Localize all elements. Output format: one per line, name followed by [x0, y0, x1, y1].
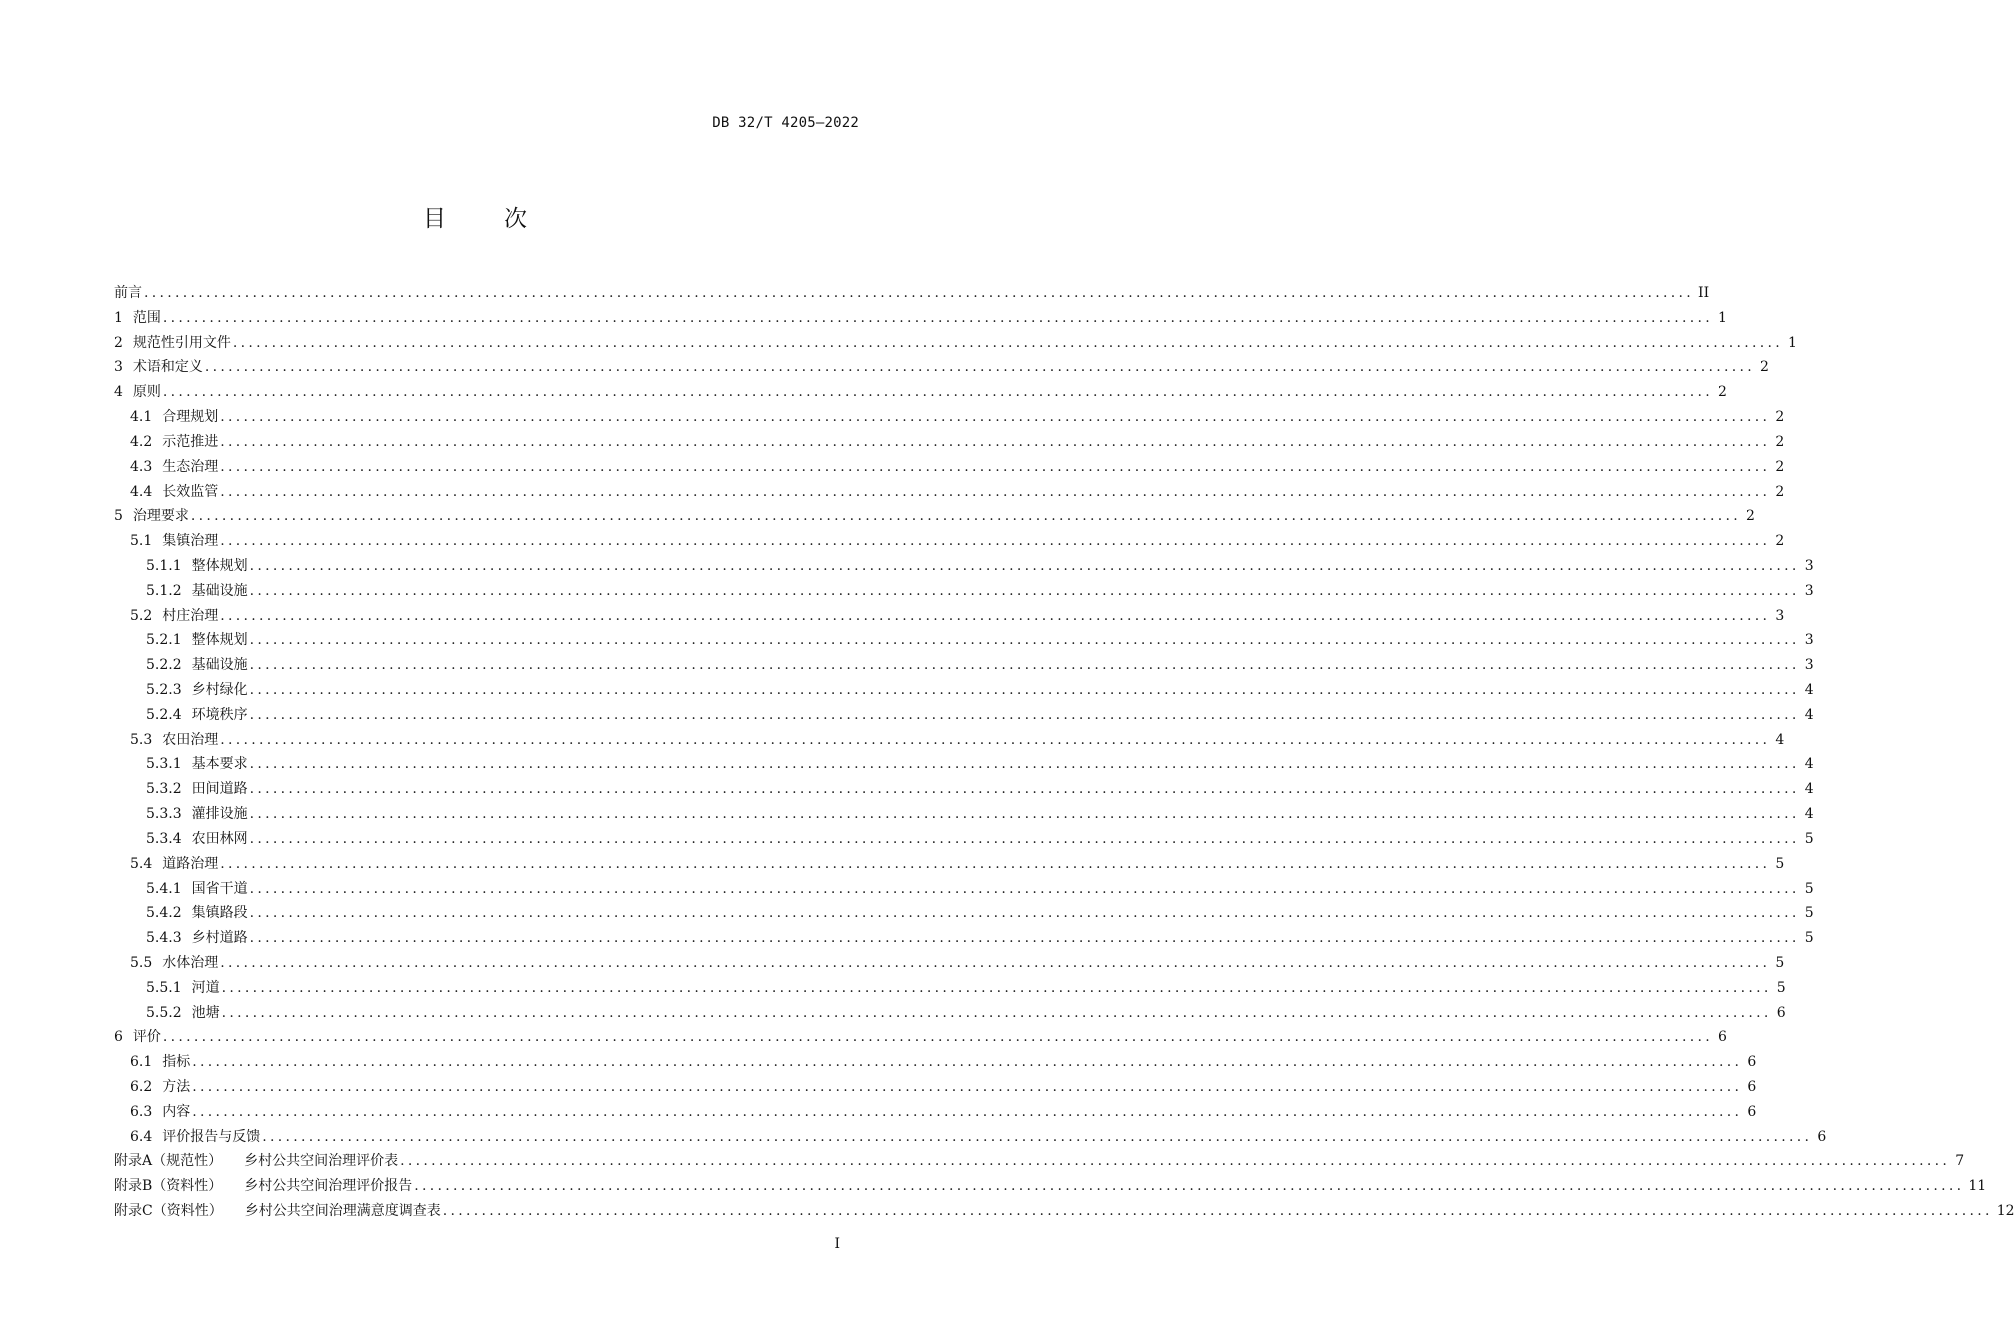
toc-entry-label: 原则 [132, 384, 161, 401]
toc-entry-page: 5 [1804, 830, 1814, 847]
toc-entry[interactable] [114, 306, 1727, 331]
toc-entry-label: 河道 [191, 979, 220, 996]
page-title [0, 200, 950, 233]
toc-entry-page: 2 [1775, 483, 1785, 500]
toc-entry-title [130, 1100, 192, 1125]
toc-entry-number: 5 [114, 508, 123, 525]
toc-entry-label: 村庄治理 [162, 607, 219, 624]
toc-entry[interactable] [114, 579, 1814, 604]
toc-entry-title [146, 703, 250, 728]
toc-leader-dots: ........................................................................................................................................................................................................ [220, 855, 1771, 872]
toc-entry-page: 3 [1804, 557, 1814, 574]
toc-entry[interactable] [114, 827, 1814, 852]
toc-entry-title [130, 1050, 192, 1075]
toc-leader-dots: ........................................................................................................................................................................................................ [232, 334, 1783, 351]
toc-leader-dots: ........................................................................................................................................................................................................ [249, 880, 1800, 897]
toc-entry-page: 6 [1747, 1103, 1757, 1120]
toc-entry-page: II [1698, 285, 1710, 301]
toc-entry[interactable] [114, 554, 1814, 579]
toc-entry-page: 2 [1760, 359, 1769, 376]
toc-leader-dots: ........................................................................................................................................................................................................ [204, 359, 1755, 376]
toc-entry-label: 国省干道 [191, 880, 248, 897]
toc-entry-label: 田间道路 [191, 781, 248, 798]
toc-entry[interactable] [114, 728, 1785, 753]
toc-leader-dots: ........................................................................................................................................................................................................ [262, 1128, 1813, 1145]
toc-entry-label: 环境秩序 [191, 706, 248, 723]
toc-entry-page: 2 [1775, 433, 1785, 450]
toc-entry-number: 5.4.2 [146, 905, 182, 922]
toc-leader-dots: ........................................................................................................................................................................................................ [190, 508, 1741, 525]
toc-entry-title [146, 1001, 222, 1026]
toc-entry-number: 3 [114, 359, 123, 376]
toc-entry-page: 4 [1804, 706, 1814, 723]
toc-entry-title [130, 852, 220, 877]
toc-entry[interactable] [114, 1100, 1757, 1125]
toc-leader-dots: ........................................................................................................................................................................................................ [249, 781, 1800, 798]
toc-entry-number: 5.4.1 [146, 880, 182, 897]
toc-entry-number: 6.3 [130, 1103, 153, 1120]
toc-entry-label: 指标 [162, 1054, 191, 1071]
toc-leader-dots: ........................................................................................................................................................................................................ [220, 483, 1771, 500]
toc-entry-label: 内容 [162, 1103, 191, 1120]
toc-leader-dots: ........................................................................................................................................................................................................ [221, 1004, 1772, 1021]
toc-entry-page: 3 [1804, 582, 1814, 599]
toc-entry-title [146, 827, 250, 852]
toc-leader-dots: ........................................................................................................................................................................................................ [249, 557, 1800, 574]
toc-entry-page: 4 [1804, 781, 1814, 798]
toc-entry-number: 5.4 [130, 855, 153, 872]
toc-entry-label: 乡村公共空间治理满意度调查表 [244, 1203, 441, 1220]
toc-entry-page: 5 [1775, 855, 1785, 872]
toc-entry-title [130, 728, 220, 753]
toc-entry[interactable] [114, 455, 1785, 480]
toc-entry-number: 5.1.1 [146, 557, 182, 574]
toc-entry-title [114, 355, 205, 380]
toc-entry-title [130, 1075, 192, 1100]
toc-entry[interactable] [114, 1125, 1827, 1150]
toc-leader-dots: ........................................................................................................................................................................................................ [400, 1153, 1951, 1170]
toc-leader-dots: ........................................................................................................................................................................................................ [249, 657, 1800, 674]
toc-entry-title [146, 653, 250, 678]
toc-entry-page: 4 [1804, 756, 1814, 773]
toc-entry[interactable] [114, 604, 1785, 629]
toc-leader-dots: ........................................................................................................................................................................................................ [162, 309, 1713, 326]
toc-entry[interactable] [114, 926, 1814, 951]
toc-entry-number: 5.4.3 [146, 930, 182, 947]
toc-entry-number: 4.2 [130, 433, 153, 450]
toc-entry-number: 5.1.2 [146, 582, 182, 599]
toc-entry[interactable] [114, 1050, 1757, 1075]
toc-entry-number: 6.1 [130, 1054, 153, 1071]
toc-leader-dots: ........................................................................................................................................................................................................ [192, 1103, 1743, 1120]
table-of-contents [114, 281, 2015, 1224]
toc-entry-page: 4 [1804, 806, 1814, 823]
toc-entry-label: 乡村绿化 [191, 682, 248, 698]
toc-entry-page: 5 [1804, 930, 1814, 947]
toc-entry-number: 5.3.2 [146, 781, 182, 798]
toc-entry-number: 5.2.1 [146, 632, 182, 649]
toc-entry-page: 5 [1775, 954, 1785, 971]
toc-entry-number: 4 [114, 384, 123, 401]
toc-entry-title [146, 901, 250, 926]
toc-entry-label: 集镇路段 [191, 905, 248, 922]
toc-entry-number: 5.2 [130, 607, 153, 624]
toc-entry-label: 示范推进 [162, 433, 219, 450]
toc-entry-label: 前言 [114, 285, 142, 301]
toc-leader-dots: ........................................................................................................................................................................................................ [249, 756, 1800, 773]
toc-entry-page: 3 [1775, 607, 1785, 624]
toc-entry-number: 5.5.2 [146, 1004, 182, 1021]
toc-entry-title [146, 579, 250, 604]
toc-entry[interactable] [114, 1001, 1786, 1026]
toc-entry-label: 灌排设施 [191, 806, 248, 823]
toc-entry-title [114, 1025, 163, 1050]
toc-entry[interactable] [114, 380, 1727, 405]
toc-entry-number: 5.3.4 [146, 830, 182, 847]
toc-leader-dots: ........................................................................................................................................................................................................ [220, 731, 1771, 748]
toc-entry-page: 6 [1817, 1128, 1827, 1145]
toc-leader-dots: ........................................................................................................................................................................................................ [249, 706, 1800, 723]
toc-entry-label: 合理规划 [162, 409, 219, 426]
toc-entry-number: 2 [114, 334, 123, 351]
toc-entry-label: 农田治理 [162, 731, 219, 748]
toc-entry[interactable] [114, 628, 1814, 653]
toc-entry-label: 基础设施 [191, 582, 248, 599]
toc-entry-number: 6.2 [130, 1079, 153, 1095]
toc-entry[interactable] [114, 504, 1755, 529]
toc-entry-page: 2 [1775, 409, 1785, 426]
toc-leader-dots: ........................................................................................................................................................................................................ [249, 582, 1800, 599]
toc-leader-dots: ........................................................................................................................................................................................................ [220, 954, 1771, 971]
toc-entry[interactable] [114, 901, 1814, 926]
toc-entry-number: 附录C（资料性） [114, 1203, 223, 1220]
toc-entry-title [130, 455, 220, 480]
toc-leader-dots: ........................................................................................................................................................................................................ [144, 285, 1695, 301]
toc-entry[interactable] [114, 405, 1785, 430]
toc-entry-page: 7 [1955, 1153, 1965, 1170]
toc-entry-page: 6 [1747, 1054, 1757, 1071]
toc-entry-page: 2 [1775, 533, 1785, 550]
toc-entry-title [146, 877, 250, 902]
toc-entry-label: 治理要求 [132, 508, 189, 525]
toc-entry-title [114, 1149, 400, 1174]
toc-entry-label: 整体规划 [191, 632, 248, 649]
toc-entry-label: 道路治理 [162, 855, 219, 872]
toc-leader-dots: ........................................................................................................................................................................................................ [220, 458, 1771, 475]
toc-entry-page: 5 [1804, 880, 1814, 897]
toc-entry-number: 5.3.1 [146, 756, 182, 773]
toc-entry[interactable] [114, 703, 1814, 728]
toc-entry-title [130, 430, 220, 455]
title-char-2: 次 [504, 206, 527, 232]
toc-entry-number: 5.2.3 [146, 682, 182, 698]
toc-entry-number: 6.4 [130, 1128, 153, 1145]
toc-entry-title [146, 976, 222, 1001]
toc-entry[interactable] [114, 430, 1785, 455]
toc-entry-title [114, 281, 144, 306]
toc-entry[interactable] [114, 653, 1814, 678]
toc-entry-title [114, 504, 191, 529]
toc-entry-title [130, 529, 220, 554]
toc-entry-number: 6 [114, 1029, 123, 1046]
toc-entry-page: 12 [1996, 1203, 2015, 1220]
toc-entry-label: 乡村公共空间治理评价报告 [244, 1178, 413, 1195]
toc-leader-dots: ........................................................................................................................................................................................................ [220, 607, 1771, 624]
toc-entry[interactable] [114, 281, 1710, 306]
toc-entry-number: 4.3 [130, 458, 153, 475]
toc-entry-page: 6 [1718, 1029, 1727, 1046]
toc-entry-title [146, 802, 250, 827]
toc-entry[interactable] [114, 1149, 1965, 1174]
toc-entry-page: 3 [1804, 657, 1814, 674]
toc-entry-page: 1 [1788, 334, 1797, 351]
toc-entry-page: 5 [1804, 905, 1814, 922]
toc-leader-dots: ........................................................................................................................................................................................................ [162, 384, 1713, 401]
toc-entry-page: 5 [1776, 979, 1786, 996]
toc-leader-dots: ........................................................................................................................................................................................................ [442, 1203, 1993, 1220]
toc-entry-number: 5.5 [130, 954, 153, 971]
toc-entry-number: 5.1 [130, 533, 153, 550]
toc-leader-dots: ........................................................................................................................................................................................................ [414, 1178, 1965, 1195]
toc-entry-label: 整体规划 [191, 557, 248, 574]
toc-entry[interactable] [114, 852, 1785, 877]
toc-entry-page: 11 [1968, 1178, 1987, 1195]
toc-leader-dots: ........................................................................................................................................................................................................ [220, 433, 1771, 450]
toc-entry-label: 乡村道路 [191, 930, 248, 947]
toc-entry-label: 范围 [132, 309, 161, 326]
toc-entry-label: 长效监管 [162, 483, 219, 500]
toc-leader-dots: ........................................................................................................................................................................................................ [220, 533, 1771, 550]
toc-entry-number: 5.5.1 [146, 979, 182, 996]
toc-entry-page: 2 [1775, 458, 1785, 475]
toc-entry[interactable] [114, 976, 1786, 1001]
toc-entry[interactable] [114, 355, 1769, 380]
toc-entry-page: 6 [1776, 1004, 1786, 1021]
toc-entry-title [146, 678, 250, 703]
footer-page-number: I [834, 1236, 840, 1252]
toc-entry-page: 2 [1746, 508, 1755, 525]
document-code: DB 32/T 4205—2022 [712, 115, 859, 131]
toc-entry[interactable] [114, 480, 1785, 505]
toc-entry[interactable] [114, 331, 1797, 356]
toc-entry-label: 评价报告与反馈 [162, 1128, 261, 1145]
toc-entry[interactable] [114, 1174, 1987, 1199]
toc-entry-title [114, 331, 233, 356]
toc-leader-dots: ........................................................................................................................................................................................................ [220, 409, 1771, 426]
toc-entry-title [130, 480, 220, 505]
toc-entry[interactable] [114, 678, 1814, 703]
toc-entry[interactable] [114, 529, 1785, 554]
toc-entry-title [146, 926, 250, 951]
toc-entry-title [146, 777, 250, 802]
toc-entry-page: 2 [1718, 384, 1727, 401]
toc-entry-number: 1 [114, 309, 123, 326]
toc-entry-page: 4 [1804, 682, 1814, 698]
toc-entry-title [146, 752, 250, 777]
toc-entry-number: 附录A（规范性） [114, 1153, 223, 1170]
toc-entry-label: 乡村公共空间治理评价表 [244, 1153, 399, 1170]
toc-entry-label: 池塘 [191, 1004, 220, 1021]
toc-entry-label: 农田林网 [191, 830, 248, 847]
toc-entry[interactable] [114, 1199, 2015, 1224]
toc-entry[interactable] [114, 752, 1814, 777]
toc-leader-dots: ........................................................................................................................................................................................................ [192, 1054, 1743, 1071]
toc-entry-page: 1 [1718, 309, 1727, 326]
toc-entry-page: 4 [1775, 731, 1785, 748]
toc-entry-page: 6 [1747, 1079, 1757, 1095]
toc-entry-title [114, 1174, 414, 1199]
toc-entry-title [130, 604, 220, 629]
toc-entry[interactable] [114, 777, 1814, 802]
toc-leader-dots: ........................................................................................................................................................................................................ [249, 632, 1800, 649]
toc-entry[interactable] [114, 1025, 1727, 1050]
toc-entry-title [146, 554, 250, 579]
toc-entry[interactable] [114, 951, 1785, 976]
toc-entry-title [114, 380, 163, 405]
toc-entry-title [130, 405, 220, 430]
toc-entry-title [130, 1125, 262, 1150]
toc-entry-number: 5.2.2 [146, 657, 182, 674]
toc-entry-number: 5.2.4 [146, 706, 182, 723]
toc-entry-label: 基础设施 [191, 657, 248, 674]
toc-entry-page: 3 [1804, 632, 1814, 649]
toc-entry-label: 集镇治理 [162, 533, 219, 550]
toc-entry-title [146, 628, 250, 653]
toc-entry-title [114, 1199, 443, 1224]
toc-leader-dots: ........................................................................................................................................................................................................ [192, 1079, 1743, 1095]
toc-leader-dots: ........................................................................................................................................................................................................ [249, 930, 1800, 947]
toc-entry-title [114, 306, 163, 331]
toc-leader-dots: ........................................................................................................................................................................................................ [249, 905, 1800, 922]
toc-entry-number: 4.4 [130, 483, 153, 500]
toc-entry-label: 规范性引用文件 [132, 334, 231, 351]
toc-leader-dots: ........................................................................................................................................................................................................ [249, 830, 1800, 847]
toc-entry-label: 术语和定义 [132, 359, 203, 376]
toc-entry-label: 水体治理 [162, 954, 219, 971]
toc-entry-number: 5.3.3 [146, 806, 182, 823]
toc-entry-number: 4.1 [130, 409, 153, 426]
toc-leader-dots: ........................................................................................................................................................................................................ [162, 1029, 1713, 1046]
toc-entry-label: 评价 [132, 1029, 161, 1046]
title-char-1: 目 [423, 206, 446, 232]
toc-entry-label: 基本要求 [191, 756, 248, 773]
toc-leader-dots: ........................................................................................................................................................................................................ [221, 979, 1772, 996]
toc-leader-dots: ........................................................................................................................................................................................................ [249, 682, 1800, 698]
toc-entry-number: 5.3 [130, 731, 153, 748]
toc-entry-label: 生态治理 [162, 458, 219, 475]
toc-leader-dots: ........................................................................................................................................................................................................ [249, 806, 1800, 823]
toc-entry-number: 附录B（资料性） [114, 1178, 223, 1195]
toc-entry[interactable] [114, 877, 1814, 902]
toc-entry-title [130, 951, 220, 976]
toc-entry[interactable] [114, 802, 1814, 827]
toc-entry-label: 方法 [162, 1079, 191, 1095]
toc-entry[interactable] [114, 1075, 1757, 1100]
